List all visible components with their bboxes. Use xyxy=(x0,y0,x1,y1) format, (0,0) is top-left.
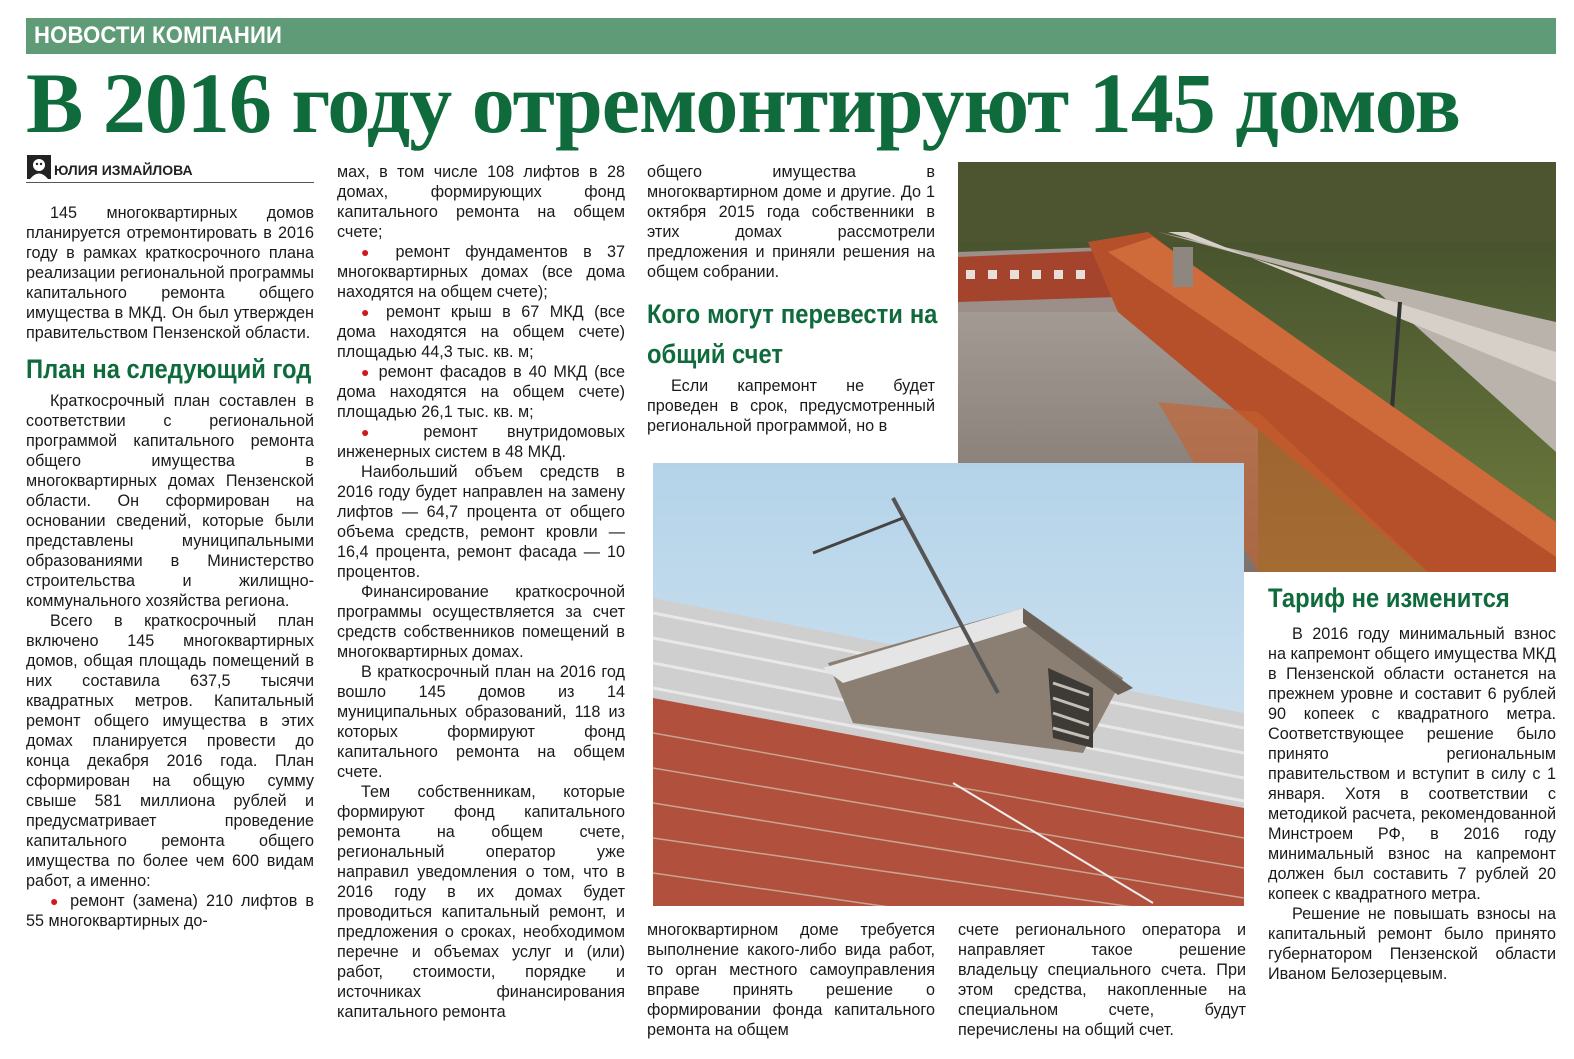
rubric-bar xyxy=(26,18,1556,54)
paragraph: Тем собственникам, которые формируют фонд капитального ремонта на общем счете, региональный оператор уже направил уведомления о том, что в 2016 году в их домах будет проводиться капитальный ремонт, и предложения о сроках, необходимом перечне и объемах услуг и (или) работ, стоимости, порядке и источниках финансирования капитального ремонта xyxy=(337,783,625,1021)
subheading-transfer: Кого могут перевести на общий счет xyxy=(647,299,938,369)
author-portrait-icon xyxy=(26,154,52,180)
list-item xyxy=(337,302,625,362)
column-1 xyxy=(26,203,314,931)
rubric-label: НОВОСТИ КОМПАНИИ xyxy=(34,22,283,49)
paragraph: Решение не повышать взносы на капитальный ремонт было принято губернатором Пензенской области Иваном Белозерцевым. xyxy=(1268,905,1556,983)
paragraph: Наибольший объем средств в 2016 году будет направлен на замену лифтов — 64,7 процента от общего объема средств, ремонт кровли — 16,4 процента, ремонт фасада — 10 процентов. xyxy=(337,463,625,581)
list-item xyxy=(337,422,625,462)
photo-dormer-antenna xyxy=(653,463,1244,906)
list-item-text: ремонт фундаментов в 37 многоквартирных домах (все дома находятся на общем счете); xyxy=(337,243,625,301)
red-dot-bullet: ● xyxy=(361,364,372,380)
red-dot-bullet: ● xyxy=(361,244,381,260)
list-item xyxy=(26,891,314,931)
column-4-bottom xyxy=(958,920,1246,1040)
column-5 xyxy=(1268,578,1556,984)
list-item xyxy=(337,362,625,422)
paragraph: Финансирование краткосрочной программы осуществляется за счет средств собственников помещений в многоквартирных домах. xyxy=(337,583,625,661)
column-3-top xyxy=(647,162,938,436)
column-3-bottom xyxy=(647,920,935,1040)
list-item xyxy=(337,242,625,302)
author-name: ЮЛИЯ ИЗМАЙЛОВА xyxy=(54,162,193,178)
red-dot-bullet: ● xyxy=(361,304,376,320)
list-item-text: ремонт фасадов в 40 МКД (все дома находятся на общем счете) площадью 26,1 тыс. кв. м; xyxy=(337,363,625,421)
paragraph: Если капремонт не будет проведен в срок, предусмотренный региональной программой, но в xyxy=(647,377,935,435)
column-2 xyxy=(337,162,625,1022)
paragraph: 145 многоквартирных домов планируется отремонтировать в 2016 году в рамках краткосрочного плана реализации региональной программы капитального ремонта общего имущества в МКД. Он был утвержден правительством Пензенской области. xyxy=(26,204,314,342)
paragraph: В краткосрочный план на 2016 год вошло 145 домов из 14 муниципальных образований, 118 из которых формируют фонд капитального ремонта на общем счете. xyxy=(337,663,625,781)
paragraph: Всего в краткосрочный план включено 145 многоквартирных домов, общая площадь помещений в них составила 637,5 тысячи квадратных метров. Капитальный ремонт общего имущества в этих домах планируется провести до конца декабря 2016 года. План сформирован на общую сумму свыше 581 миллиона рублей и предусматривает проведение капитального ремонта общего имущества по более чем 600 видам работ, а именно: xyxy=(26,612,314,890)
subheading-tariff: Тариф не изменится xyxy=(1268,583,1510,613)
paragraph: В 2016 году минимальный взнос на капремонт общего имущества МКД в Пензенской области останется на прежнем уровне и составит 6 рублей 90 копеек с квадратного метра. Соответствующее решение было принято региональным правительством и вступит в силу с 1 января. Хотя в соответствии с методикой расчета, рекомендованной Минстроем РФ, в 2016 году минимальный взнос на капремонт должен был составить 7 рублей 20 копеек с квадратного метра. xyxy=(1268,625,1556,903)
paragraph: Краткосрочный план составлен в соответствии с региональной программой капитального ремонта общего имущества в многоквартирных домах Пензенской области. Он сформирован на основании сведений, которые были представлены муниципальными образованиями в Министерство строительства и жилищно-коммунального хозяйства региона. xyxy=(26,392,314,610)
list-item-text: ремонт (замена) 210 лифтов в 55 многоквартирных до- xyxy=(26,892,314,930)
dormer-antenna-illustration xyxy=(653,463,1244,906)
paragraph: мах, в том числе 108 лифтов в 28 домах, формирующих фонд капитального ремонта на общем счете; xyxy=(337,163,625,241)
byline xyxy=(26,152,314,183)
red-dot-bullet: ● xyxy=(361,424,395,440)
red-dot-bullet: ● xyxy=(50,893,63,909)
paragraph: многоквартирном доме требуется выполнение какого-либо вида работ, то орган местного самоуправления вправе принять решение о формировании фонда капитального ремонта на общем xyxy=(647,921,935,1039)
paragraph: счете регионального оператора и направляет такое решение владельцу специального счета. При этом средства, накопленные на специальном счете, будут перечислены на общий счет. xyxy=(958,921,1246,1039)
list-item-text: ремонт крыш в 67 МКД (все дома находятся на общем счете) площадью 44,3 тыс. кв. м; xyxy=(337,303,625,361)
headline: В 2016 году отремонтируют 145 домов xyxy=(26,55,1460,151)
subheading-plan: План на следующий год xyxy=(26,354,312,384)
paragraph: общего имущества в многоквартирном доме и другие. До 1 октября 2015 года собственники в этих домах рассмотрели предложения и приняли решения на общем собрании. xyxy=(647,163,935,281)
list-item-text: ремонт внутридомовых инженерных систем в 48 МКД. xyxy=(337,423,625,461)
